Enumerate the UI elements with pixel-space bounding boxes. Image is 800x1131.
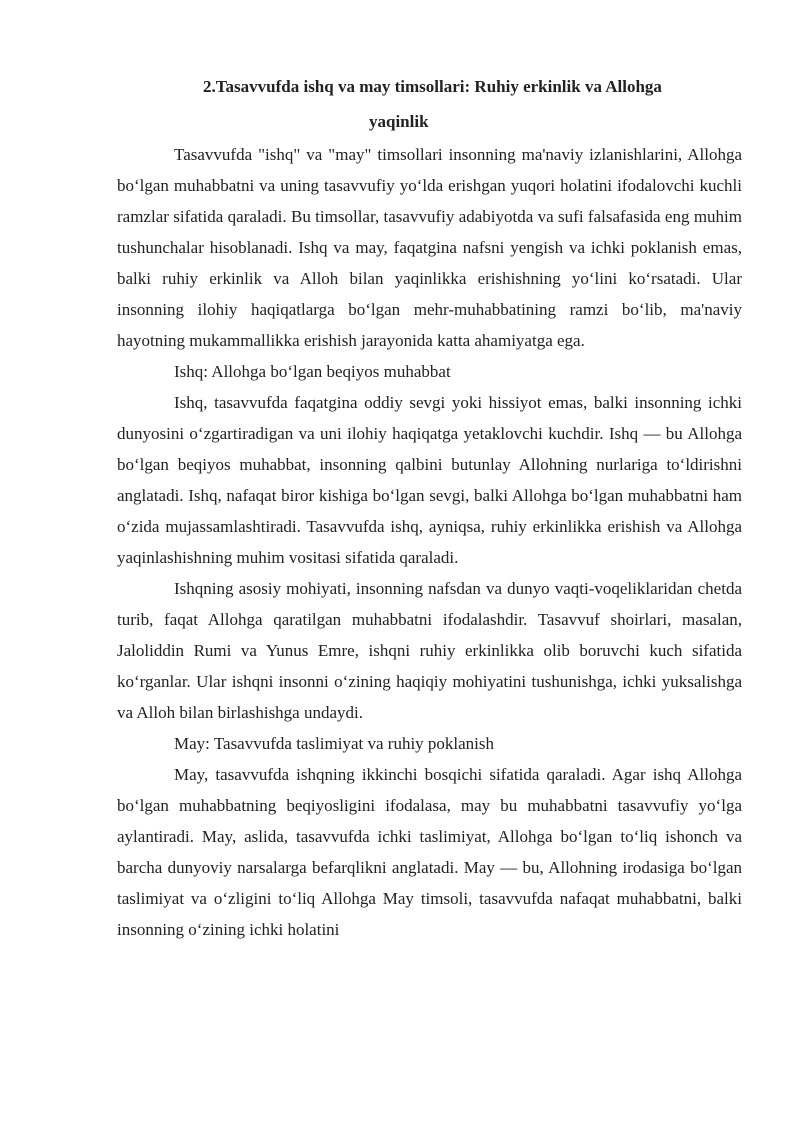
paragraph-ishq-2: Ishqning asosiy mohiyati, insonning nafsdan va dunyo vaqti-voqeliklaridan chetda turib, faqat Allohga qaratilgan muhabbatni ifodalashdir. Tasavvuf shoirlari, masalan, Jaloliddin Rumi va Yunus Emre, ishqni ruhiy erkinlikka olib boruvchi kuch sifatida ko‘rganlar. Ular ishqni insonni o‘zining haqiqiy mohiyatini tushunishga, ichki yuksalishga va Alloh bilan birlashishga undaydi. [117, 579, 742, 722]
paragraph-may-1: May, tasavvufda ishqning ikkinchi bosqichi sifatida qaraladi. Agar ishq Allohga bo‘lgan muhabbatning beqiyosligini ifodalasa, may bu muhabbatni tasavvufiy yo‘lga aylantiradi. May, aslida, tasavvufda ichki taslimiyat, Allohga bo‘lgan to‘liq ishonch va barcha dunyoviy narsalarga befarqlikni anglatadi. May — bu, Allohning irodasiga bo‘lgan taslimiyat va o‘zligini to‘liq Allohga May timsoli, tasavvufda nafaqat muhabbatni, balki insonning o‘zining ichki holatini [117, 765, 742, 939]
section-title-line-2: yaqinlik [369, 112, 429, 131]
subheading-ishq: Ishq: Allohga bo‘lgan beqiyos muhabbat [174, 362, 451, 381]
paragraph-intro: Tasavvufda "ishq" va "may" timsollari insonning ma'naviy izlanishlarini, Allohga bo‘lgan muhabbatni va uning tasavvufiy yo‘lda erishgan yuqori holatini ifodalovchi kuchli ramzlar sifatida qaraladi. Bu timsollar, tasavvufiy adabiyotda va sufi falsafasida eng muhim tushunchalar hisoblanadi. Ishq va may, faqatgina nafsni yengish va ichki poklanish emas, balki ruhiy erkinlik va Alloh bilan yaqinlikka erishishning yo‘lini ko‘rsatadi. Ular insonning ilohiy haqiqatlarga bo‘lgan mehr-muhabbatining ramzi bo‘lib, ma'naviy hayotning mukammallikka erishish jarayonida katta ahamiyatga ega. [117, 145, 742, 350]
section-title-line-1: 2.Tasavvufda ishq va may timsollari: Ruhiy erkinlik va Allohga [203, 77, 662, 96]
body-text [117, 139, 742, 945]
subheading-may: May: Tasavvufda taslimiyat va ruhiy poklanish [174, 734, 495, 753]
paragraph-ishq-1: Ishq, tasavvufda faqatgina oddiy sevgi yoki hissiyot emas, balki insonning ichki dunyosini o‘zgartiradigan va uni ilohiy haqiqatga yetaklovchi kuchdir. Ishq — bu Allohga bo‘lgan beqiyos muhabbat, insonning qalbini butunlay Allohning nurlariga to‘ldirishni anglatadi. Ishq, nafaqat biror kishiga bo‘lgan sevgi, balki Allohga bo‘lgan muhabbatni ham o‘zida mujassamlashtiradi. Tasavvufda ishq, ayniqsa, ruhiy erkinlikka erishish va Allohga yaqinlashishning muhim vositasi sifatida qaraladi. [117, 393, 742, 567]
